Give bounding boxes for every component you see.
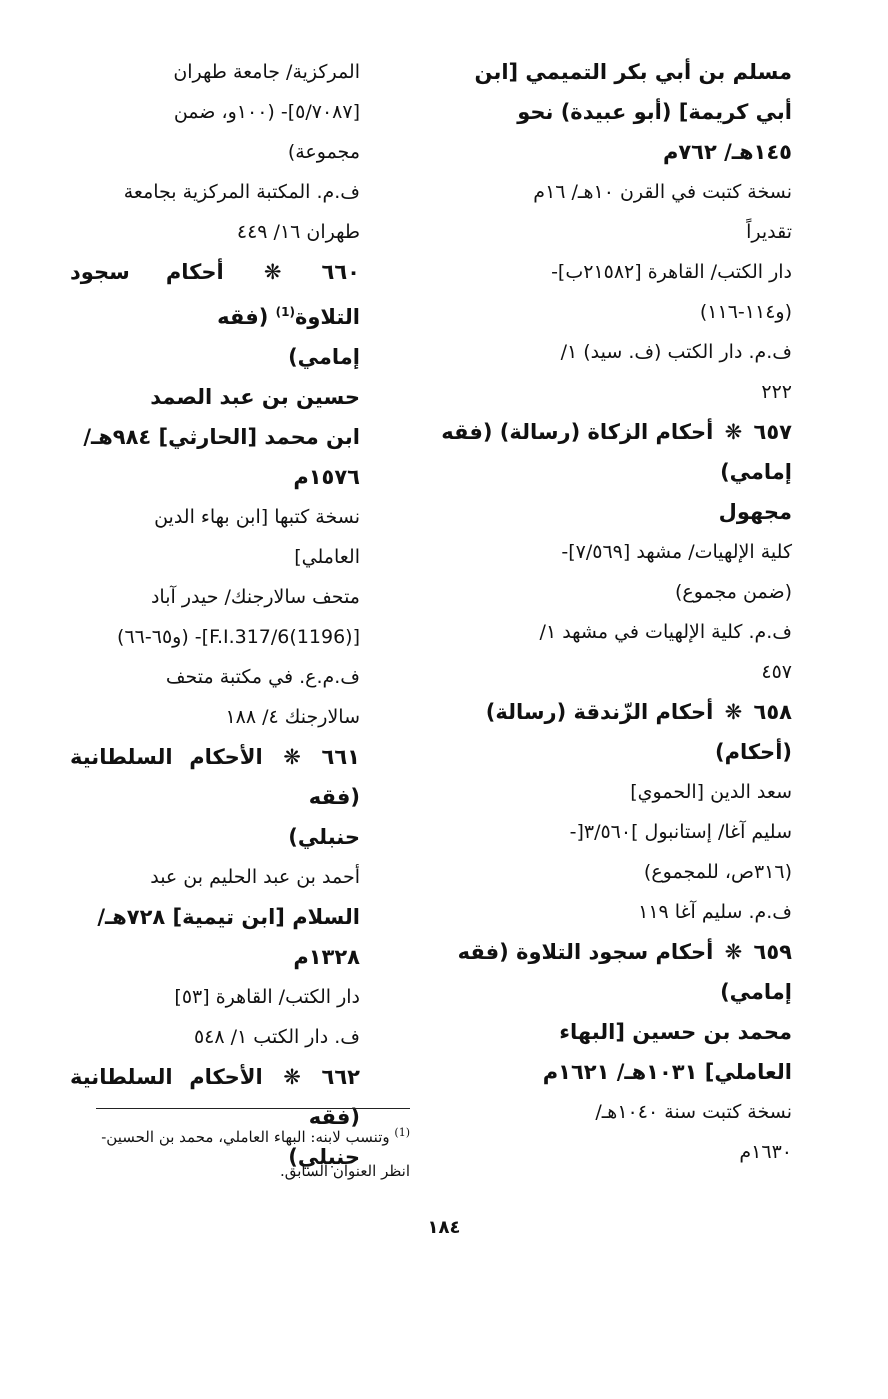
entry-heading (440, 412, 792, 452)
entry-number: ٦٦٢ (321, 1065, 360, 1089)
entry-number: ٦٥٨ (753, 700, 792, 724)
text-line: العاملي] (294, 546, 360, 568)
entry-heading (440, 692, 792, 732)
text-line: دار الكتب/ القاهرة [٢١٥٨٢ب]- (551, 261, 792, 283)
asterisk-icon: ❋ (724, 700, 743, 724)
author-line: مسلم بن أبي بكر التميمي [ابن (474, 60, 792, 84)
entry-number: ٦٥٩ (753, 940, 792, 964)
text-line: نسخة كتبها [ابن بهاء الدين (154, 506, 360, 528)
entry-heading (440, 932, 792, 972)
text-line: متحف سالارجنك/ حيدر آباد (150, 586, 360, 608)
asterisk-icon: ❋ (263, 260, 282, 284)
text-line: نسخة كتبت سنة ١٠٤٠هـ/ (595, 1101, 792, 1123)
text-line: ٤٥٧ (761, 661, 792, 683)
footnote-text: وتنسب لابنه: البهاء العاملي، محمد بن الحسين- (101, 1128, 390, 1146)
footnote-reference: (1) (275, 305, 295, 319)
author-line: أبي كريمة] (أبو عبيدة) نحو (517, 100, 792, 124)
text-line: سعد الدين [الحموي] (630, 781, 792, 803)
text-line: (و١١٤-١١٦) (699, 301, 792, 323)
text-line: المركزية/ جامعة طهران (173, 61, 360, 83)
text-line: ف.م.ع. في مكتبة متحف (165, 666, 360, 688)
text-line: [٥/٧٠٨٧]- (١٠٠و، ضمن (173, 101, 360, 123)
author-line: إمامي) (288, 345, 360, 369)
text-line: ف.م. سليم آغا ١١٩ (638, 901, 792, 923)
text-line: سالارجنك ٤/ ١٨٨ (225, 706, 360, 728)
footnote-line (80, 1116, 410, 1154)
author-line: ١٣٢٨م (293, 945, 360, 969)
entry-title: أحكام الزكاة (رسالة) (فقه (441, 420, 714, 444)
asterisk-icon: ❋ (283, 745, 301, 769)
entry-number: ٦٦٠ (321, 260, 360, 284)
asterisk-icon: ❋ (724, 420, 743, 444)
author-line: العاملي] ١٠٣١هـ/ ١٦٢١م (542, 1060, 792, 1084)
asterisk-icon: ❋ (283, 1065, 301, 1089)
author-line: محمد بن حسين [البهاء (559, 1020, 792, 1044)
author-line: مجهول (718, 500, 792, 524)
text-line: ١٦٣٠م (739, 1141, 792, 1163)
footnote-divider (96, 1108, 410, 1109)
entry-title: أحكام الزّندقة (رسالة) (485, 700, 714, 724)
text-line: (ضمن مجموع) (674, 581, 792, 603)
entry-heading (70, 737, 360, 817)
author-line: حنبلي) (288, 1145, 360, 1169)
entry-title: الأحكام السلطانية (فقه (70, 745, 360, 809)
text-line: تقديراً (746, 221, 792, 243)
entry-number: ٦٦١ (321, 745, 360, 769)
text-line: أحمد بن عبد الحليم بن عبد (150, 866, 360, 888)
author-line: ١٥٧٦م (293, 465, 360, 489)
entry-heading (70, 252, 360, 337)
author-line: إمامي) (720, 980, 792, 1004)
footnote-line: انظر العنوان السابق. (279, 1162, 410, 1180)
right-column (440, 52, 792, 1172)
text-line: [(1196)F.I.317/6]- (و٦٥-٦٦) (117, 626, 360, 648)
entry-title-subject: (فقه (217, 305, 269, 329)
text-line: ٢٢٢ (761, 381, 792, 403)
text-line: (٣١٦ص، للمجموع) (643, 861, 792, 883)
text-line: ف. دار الكتب ١/ ٥٤٨ (193, 1026, 360, 1048)
author-line: ابن محمد [الحارثي] ٩٨٤هـ/ (83, 425, 360, 449)
asterisk-icon: ❋ (724, 940, 743, 964)
text-line: مجموعة) (287, 141, 360, 163)
text-line: دار الكتب/ القاهرة [٥٣] (174, 986, 360, 1008)
footnote-marker: (1) (394, 1126, 410, 1139)
entry-number: ٦٥٧ (753, 420, 792, 444)
text-line: طهران ١٦/ ٤٤٩ (236, 221, 360, 243)
text-line: ف.م. كلية الإلهيات في مشهد ١/ (539, 621, 792, 643)
page-number: ١٨٤ (427, 1217, 461, 1238)
left-column (70, 52, 360, 1177)
text-line: كلية الإلهيات/ مشهد [٧/٥٦٩]- (561, 541, 792, 563)
text-line: ف.م. المكتبة المركزية بجامعة (123, 181, 360, 203)
author-line: حنبلي) (288, 825, 360, 849)
author-line: السلام [ابن تيمية] ٧٢٨هـ/ (97, 905, 360, 929)
author-line: حسين بن عبد الصمد (150, 385, 360, 409)
text-line: نسخة كتبت في القرن ١٠هـ/ ١٦م (533, 181, 792, 203)
author-line: (أحكام) (714, 740, 792, 764)
entry-title: الأحكام السلطانية (فقه (70, 1065, 360, 1129)
text-line: سليم آغا/ إستانبول ]٣/٥٦٠[- (569, 821, 792, 843)
author-line: ١٤٥هـ/ ٧٦٢م (662, 140, 792, 164)
entry-title: أحكام سجود التلاوة (فقه (457, 940, 714, 964)
author-line: إمامي) (720, 460, 792, 484)
footnote (80, 1116, 410, 1188)
entry-title: أحكام سجود التلاوة (70, 260, 360, 329)
text-line: ف.م. دار الكتب (ف. سيد) ١/ (560, 341, 792, 363)
